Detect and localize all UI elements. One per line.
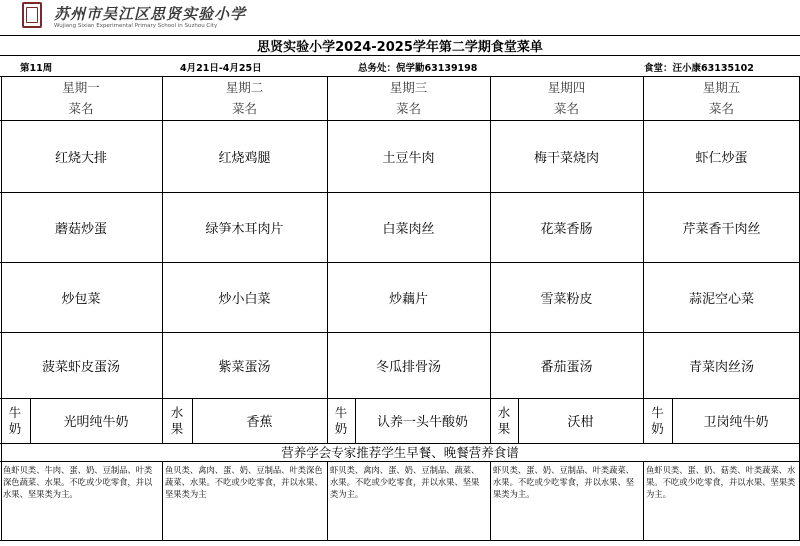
day-header: 星期一 <box>62 80 100 95</box>
grid-line-h <box>0 540 800 541</box>
extra-label: 牛 奶 <box>651 404 664 436</box>
dish-cell: 青菜肉丝汤 <box>688 359 754 375</box>
dish-cell: 梅干菜烧肉 <box>533 150 599 166</box>
dish-cell: 红烧大排 <box>54 150 107 166</box>
dish-cell: 菠菜虾皮蛋汤 <box>41 359 120 375</box>
extra-label: 水 果 <box>497 404 511 436</box>
dish-cell: 绿笋木耳肉片 <box>205 221 284 237</box>
dish-cell: 炒包菜 <box>61 291 101 307</box>
school-name-cn: 苏州市吴江区思贤实验小学 <box>54 5 247 23</box>
school-logo-icon <box>22 2 42 28</box>
dish-cell: 花菜香肠 <box>540 221 593 237</box>
dish-cell: 蘑菇炒蛋 <box>54 221 107 237</box>
dish-cell: 蒜泥空心菜 <box>688 291 754 307</box>
day-header: 星期五 <box>702 80 741 95</box>
page-title: 思贤实验小学2024-2025学年第二学期食堂菜单 <box>257 40 543 55</box>
dish-cell: 土豆牛肉 <box>382 150 435 166</box>
grid-line-h <box>0 35 800 36</box>
school-name-en: Wujiang Sixian Experimental Primary School in Suzhou City <box>54 23 218 29</box>
extra-value: 卫岗纯牛奶 <box>703 415 769 430</box>
dish-column-header: 菜名 <box>231 101 257 116</box>
dish-cell: 芹菜香干肉丝 <box>682 221 761 237</box>
dish-cell: 红烧鸡腿 <box>218 150 271 166</box>
dish-cell: 番茄蛋汤 <box>540 359 593 375</box>
extra-label: 牛 奶 <box>8 404 22 436</box>
recommendation-cell: 虾贝类、蛋、奶、豆制品、叶类蔬菜、水果。不吃或少吃零食，并以水果、坚果类为主。 <box>493 465 635 499</box>
dish-cell: 虾仁炒蛋 <box>695 150 748 166</box>
extra-value: 认养一头牛酸奶 <box>376 415 468 430</box>
canteen-contact: 食堂：汪小康63135102 <box>644 63 754 74</box>
extra-value: 沃柑 <box>567 415 594 430</box>
dish-column-header: 菜名 <box>68 101 94 116</box>
day-header: 星期四 <box>547 80 586 95</box>
extra-label: 牛 奶 <box>334 404 348 436</box>
extra-value: 光明纯牛奶 <box>63 415 129 430</box>
recommendation-cell: 鱼虾贝类、牛肉、蛋、奶、豆制品、叶类深色蔬菜、水果。不吃或少吃零食，并以水果、坚果类为主。 <box>3 465 153 499</box>
dish-column-header: 菜名 <box>553 101 579 116</box>
extra-label: 水 果 <box>170 404 184 436</box>
dish-cell: 炒藕片 <box>388 291 428 307</box>
office-contact: 总务处：倪学勤63139198 <box>358 63 478 74</box>
nutrition-title: 营养学会专家推荐学生早餐、晚餐营养食谱 <box>281 445 519 460</box>
extra-value: 香蕉 <box>246 415 273 430</box>
dish-cell: 冬瓜排骨汤 <box>375 359 441 375</box>
recommendation-cell: 虾贝类、禽肉、蛋、奶、豆制品、蔬菜、水果。不吃或少吃零食，并以水果、坚果类为主。 <box>330 465 480 499</box>
week-label: 第11周 <box>20 63 53 74</box>
recommendation-cell: 鱼虾贝类、蛋、奶、菇类、叶类蔬菜、水果。不吃或少吃零食，并以水果、坚果类为主。 <box>646 465 796 499</box>
dish-cell: 炒小白菜 <box>218 291 271 307</box>
dish-cell: 雪菜粉皮 <box>540 291 593 307</box>
date-range: 4月21日-4月25日 <box>180 63 262 74</box>
day-header: 星期二 <box>225 80 264 95</box>
dish-cell: 白菜肉丝 <box>382 221 435 237</box>
dish-cell: 紫菜蛋汤 <box>218 359 271 375</box>
day-header: 星期三 <box>389 80 428 95</box>
dish-column-header: 菜名 <box>395 101 421 116</box>
dish-column-header: 菜名 <box>708 101 734 116</box>
grid-line-h <box>0 55 800 56</box>
recommendation-cell: 鱼贝类、禽肉、蛋、奶、豆制品、叶类深色蔬菜、水果。不吃或少吃零食，并以水果、坚果类为主 <box>165 465 323 499</box>
